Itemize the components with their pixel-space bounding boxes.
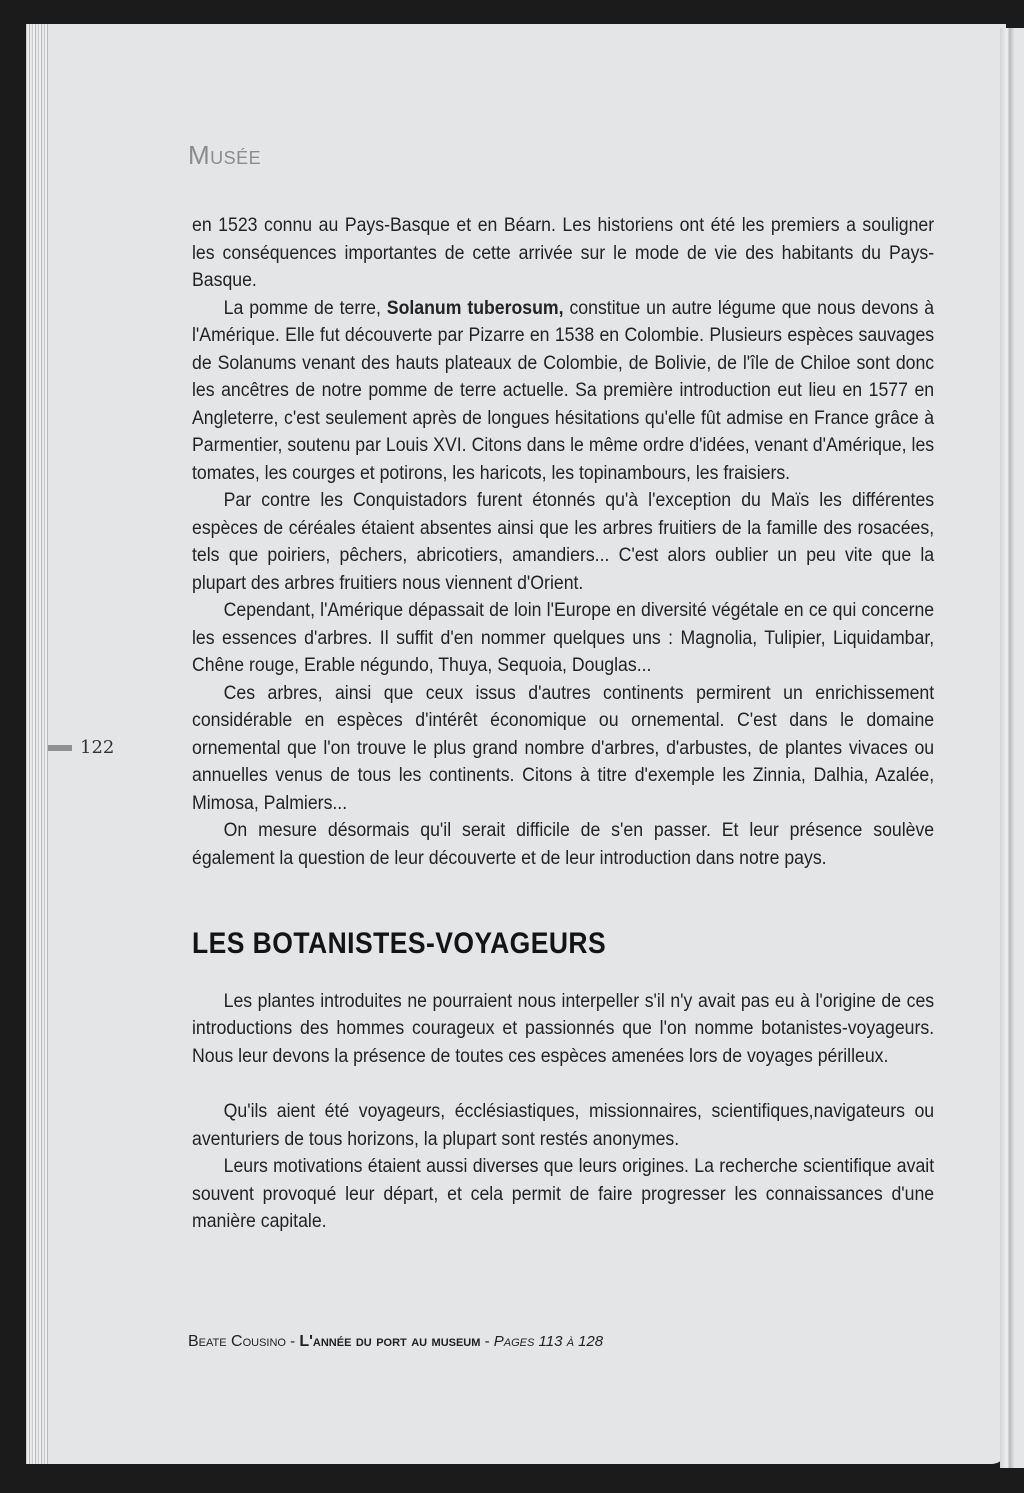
page-number: 122 (80, 737, 115, 758)
footer-separator: - (285, 1333, 300, 1350)
paragraph: On mesure désormais qu'il serait difficile de s'en passer. Et leur présence soulève également la question de leur découverte et de leur introduction dans notre pays. (192, 820, 935, 869)
section-heading: LES BOTANISTES-VOYAGEURS (192, 927, 607, 960)
paragraph: Les plantes introduites ne pourraient nous interpeller s'il n'y avait pas eu à l'origine de ces introductions des hommes courageux et passionnés que l'on nomme botanistes-voyageurs. Nous leur devons la présence de toutes ces espèces amenées lors de voyages périlleux. (192, 990, 935, 1067)
paragraph: Leurs motivations étaient aussi diverses que leurs origines. La recherche scientifique avait souvent provoqué leur départ, et cela permit de faire progresser les connaissances d'une manière capitale. (192, 1156, 935, 1232)
species-name: Solanum tuberosum, (386, 297, 564, 319)
footer (188, 1333, 603, 1351)
page-tab-mark (48, 745, 72, 751)
paragraph: La pomme de terre, Solanum tuberosum, constitue un autre légume que nous devons à l'Amérique. Elle fut découverte par Pizarre en 1538 en Colombie. Plusieurs espèces sauvages de Solanums venant des hauts plateaux de Colombie, de Bolivie, de l'île de Chiloe sont donc les ancêtres de notre pomme de terre actuelle. Sa première introduction eut lieu en 1577 en Angleterre, c'est seulement après de longues hésitations qu'elle fût admise en France grâce à Parmentier, soutenu par Louis XVI. Citons dans le même ordre d'idées, venant d'Amérique, les tomates, les courges et potirons, les haricots, les topinambours, les fraisiers. (192, 297, 935, 484)
book-gutter (1000, 28, 1024, 1468)
footer-author: Beate Cousino (188, 1333, 286, 1350)
page-number-marker (26, 737, 114, 758)
running-head: Musée (188, 140, 262, 170)
paragraph: Par contre les Conquistadors furent étonnés qu'à l'exception du Maïs les différentes espèces de céréales étaient absentes ainsi que les arbres fruitiers de la famille des rosacées, tels que poiriers, pêchers, abricotiers, amandiers... C'est alors oublier un peu vite que la plupart des arbres fruitiers nous viennent d'Orient. (192, 490, 935, 594)
footer-title: L'année du port au museum (299, 1333, 481, 1350)
paragraph: Ces arbres, ainsi que ceux issus d'autres continents permirent un enrichissement considérable en espèces d'intérêt économique ou ornemental. C'est dans le domaine ornemental que l'on trouve le plus grand nombre d'arbres, d'arbustes, de plantes vivaces ou annuelles venus de tous les continents. Citons à titre d'exemple les Zinnia, Dalhia, Azalée, Mimosa, Palmiers... (192, 682, 935, 814)
paragraph: Cependant, l'Amérique dépassait de loin l'Europe en diversité végétale en ce qui concerne les essences d'arbres. Il suffit d'en nommer quelques uns : Magnolia, Tulipier, Liquidambar, Chêne rouge, Erable négundo, Thuya, Sequoia, Douglas... (192, 600, 935, 676)
footer-separator: - (480, 1333, 494, 1350)
article-body (192, 212, 934, 1236)
footer-pages: Pages 113 à 128 (493, 1333, 604, 1350)
paragraph: Qu'ils aient été voyageurs, écclésiastiques, missionnaires, scientifiques,navigateurs ou aventuriers de tous horizons, la plupart sont restés anonymes. (192, 1101, 935, 1150)
paragraph: en 1523 connu au Pays-Basque et en Béarn. Les historiens ont été les premiers a souligner les conséquences importantes de cette arrivée sur le mode de vie des habitants du Pays-Basque. (192, 215, 935, 291)
